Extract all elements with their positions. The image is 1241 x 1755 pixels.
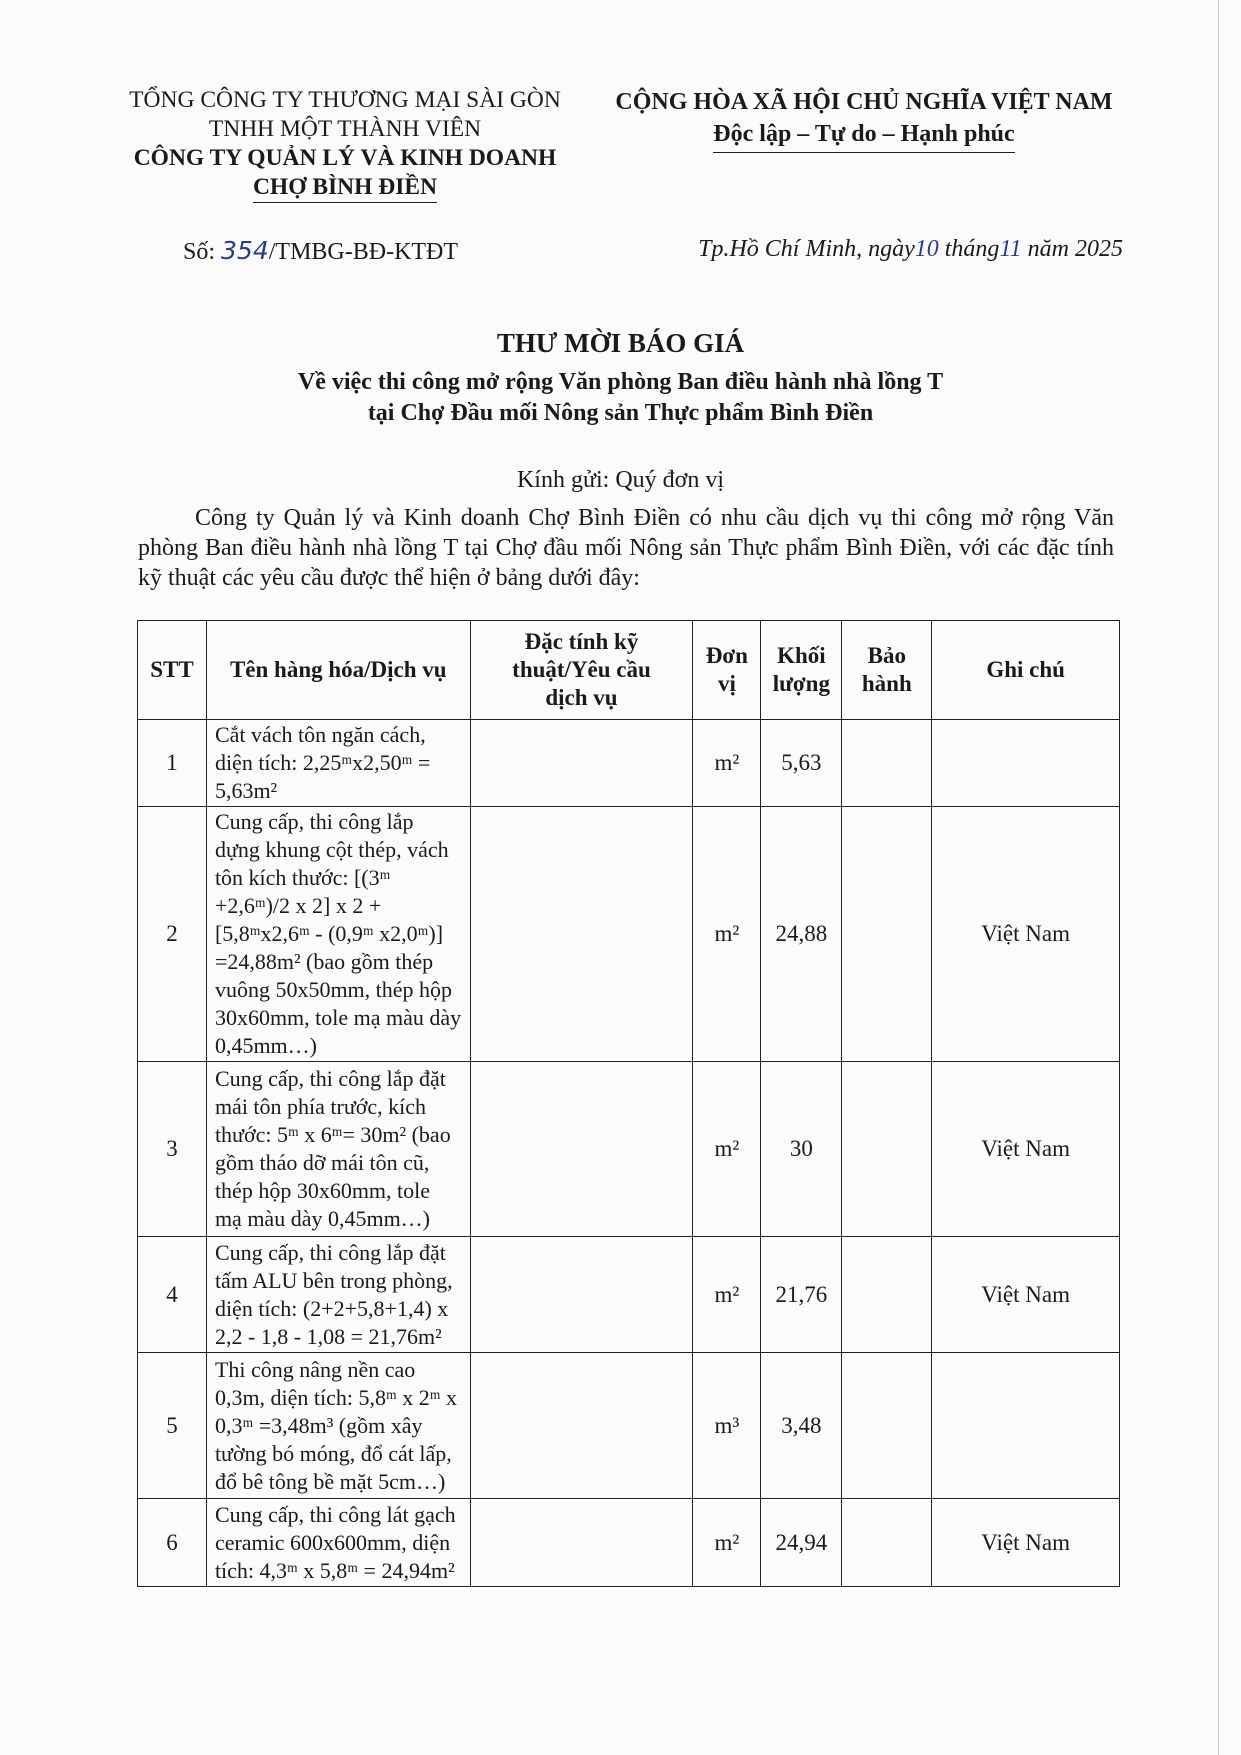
cell-qty: 3,48 <box>761 1353 842 1499</box>
cell-stt: 3 <box>138 1062 207 1237</box>
cell-qty: 30 <box>761 1062 842 1237</box>
cell-unit: m² <box>693 1499 761 1587</box>
table-header-row <box>138 621 1120 720</box>
scan-edge-line <box>1218 0 1219 1755</box>
document-number-prefix: Số: <box>183 239 222 265</box>
cell-desc: Thi công nâng nền cao 0,3m, diện tích: 5,8ᵐ x 2ᵐ x 0,3ᵐ =3,48m³ (gồm xây tường bó móng, đổ cát lấp, đổ bê tông bề mặt 5cm…) <box>206 1353 470 1499</box>
cell-spec <box>470 807 693 1062</box>
table-row <box>138 720 1120 807</box>
cell-qty: 21,76 <box>761 1237 842 1353</box>
parent-company-type: TNHH MỘT THÀNH VIÊN <box>208 116 482 142</box>
header-unit: Đơn vị <box>693 621 761 720</box>
cell-unit: m² <box>693 720 761 807</box>
cell-qty: 24,88 <box>761 807 842 1062</box>
cell-spec <box>470 720 693 807</box>
cell-qty: 24,94 <box>761 1499 842 1587</box>
cell-warranty <box>842 1237 932 1353</box>
header-stt: STT <box>138 621 207 720</box>
cell-desc: Cung cấp, thi công lắp đặt tấm ALU bên trong phòng, diện tích: (2+2+5,8+1,4) x 2,2 - 1,8 - 1,08 = 21,76m² <box>206 1237 470 1353</box>
intro-paragraph: Công ty Quản lý và Kinh doanh Chợ Bình Điền có nhu cầu dịch vụ thi công mở rộng Văn phòng Ban điều hành nhà lồng T tại Chợ đầu mối Nông sản Thực phẩm Bình Điền, với các đặc tính kỹ thuật các yêu cầu được thể hiện ở bảng dưới đây: <box>138 505 1114 591</box>
cell-desc: Cung cấp, thi công lắp đặt mái tôn phía trước, kích thước: 5ᵐ x 6ᵐ= 30m² (bao gồm tháo dỡ mái tôn cũ, thép hộp 30x60mm, tole mạ màu dày 0,45mm…) <box>206 1062 470 1237</box>
cell-warranty <box>842 1062 932 1237</box>
cell-unit: m² <box>693 1062 761 1237</box>
cell-stt: 6 <box>138 1499 207 1587</box>
cell-stt: 5 <box>138 1353 207 1499</box>
national-motto: Độc lập – Tự do – Hạnh phúc <box>713 118 1014 153</box>
header-qty: Khối lượng <box>761 621 842 720</box>
cell-stt: 2 <box>138 807 207 1062</box>
cell-desc: Cung cấp, thi công lắp dựng khung cột thép, vách tôn kích thước: [(3ᵐ +2,6ᵐ)/2 x 2] x 2 + [5,8ᵐx2,6ᵐ - (0,9ᵐ x2,0ᵐ)] =24,88m² (bao gồm thép vuông 50x50mm, thép hộp 30x60mm, tole mạ màu dày 0,45mm…) <box>206 807 470 1062</box>
date-month: 11 <box>999 236 1022 262</box>
cell-note: Việt Nam <box>932 1499 1120 1587</box>
cell-desc: Cung cấp, thi công lát gạch ceramic 600x600mm, diện tích: 4,3ᵐ x 5,8ᵐ = 24,94m² <box>206 1499 470 1587</box>
national-header <box>600 86 1128 153</box>
document-number-value: 354 <box>221 236 269 265</box>
subtitle-line-1: Về việc thi công mở rộng Văn phòng Ban điều hành nhà lồng T <box>297 369 944 395</box>
subtitle-line-2: tại Chợ Đầu mối Nông sản Thực phẩm Bình Điền <box>367 400 874 426</box>
greeting: Kính gửi: Quý đơn vị <box>516 467 725 493</box>
table-row <box>138 1499 1120 1587</box>
cell-spec <box>470 1353 693 1499</box>
header-warranty: Bảo hành <box>842 621 932 720</box>
cell-warranty <box>842 1499 932 1587</box>
date-place: Tp.Hồ Chí Minh, ngày <box>698 236 915 262</box>
document-number <box>183 236 458 266</box>
header-note: Ghi chú <box>932 621 1120 720</box>
cell-note <box>932 720 1120 807</box>
date-month-label: tháng <box>938 236 1000 262</box>
table-row <box>138 1237 1120 1353</box>
table-row <box>138 1353 1120 1499</box>
cell-stt: 4 <box>138 1237 207 1353</box>
parent-company-name: TỔNG CÔNG TY THƯƠNG MẠI SÀI GÒN <box>129 87 561 113</box>
quotation-table <box>137 620 1120 1587</box>
document-number-suffix: /TMBG-BĐ-KTĐT <box>268 239 459 265</box>
issuer-header <box>100 86 590 203</box>
document-subtitle <box>0 367 1241 429</box>
company-name: CÔNG TY QUẢN LÝ VÀ KINH DOANH <box>133 145 557 171</box>
country-name: CỘNG HÒA XÃ HỘI CHỦ NGHĨA VIỆT NAM <box>615 89 1113 115</box>
table-row <box>138 807 1120 1062</box>
market-name: CHỢ BÌNH ĐIỀN <box>253 173 437 203</box>
cell-warranty <box>842 1353 932 1499</box>
cell-stt: 1 <box>138 720 207 807</box>
date-year: năm 2025 <box>1021 236 1123 262</box>
cell-unit: m² <box>693 807 761 1062</box>
document-title: THƯ MỜI BÁO GIÁ <box>496 328 745 358</box>
cell-note: Việt Nam <box>932 1237 1120 1353</box>
header-spec: Đặc tính kỹ thuật/Yêu cầu dịch vụ <box>470 621 693 720</box>
cell-unit: m² <box>693 1237 761 1353</box>
cell-warranty <box>842 720 932 807</box>
cell-warranty <box>842 807 932 1062</box>
cell-note: Việt Nam <box>932 1062 1120 1237</box>
document-date <box>698 236 1123 263</box>
cell-qty: 5,63 <box>761 720 842 807</box>
cell-spec <box>470 1499 693 1587</box>
cell-spec <box>470 1062 693 1237</box>
header-name: Tên hàng hóa/Dịch vụ <box>206 621 470 720</box>
table-row <box>138 1062 1120 1237</box>
cell-note: Việt Nam <box>932 807 1120 1062</box>
cell-spec <box>470 1237 693 1353</box>
cell-desc: Cắt vách tôn ngăn cách, diện tích: 2,25ᵐx2,50ᵐ = 5,63m² <box>206 720 470 807</box>
date-day: 10 <box>914 236 939 262</box>
cell-unit: m³ <box>693 1353 761 1499</box>
cell-note <box>932 1353 1120 1499</box>
